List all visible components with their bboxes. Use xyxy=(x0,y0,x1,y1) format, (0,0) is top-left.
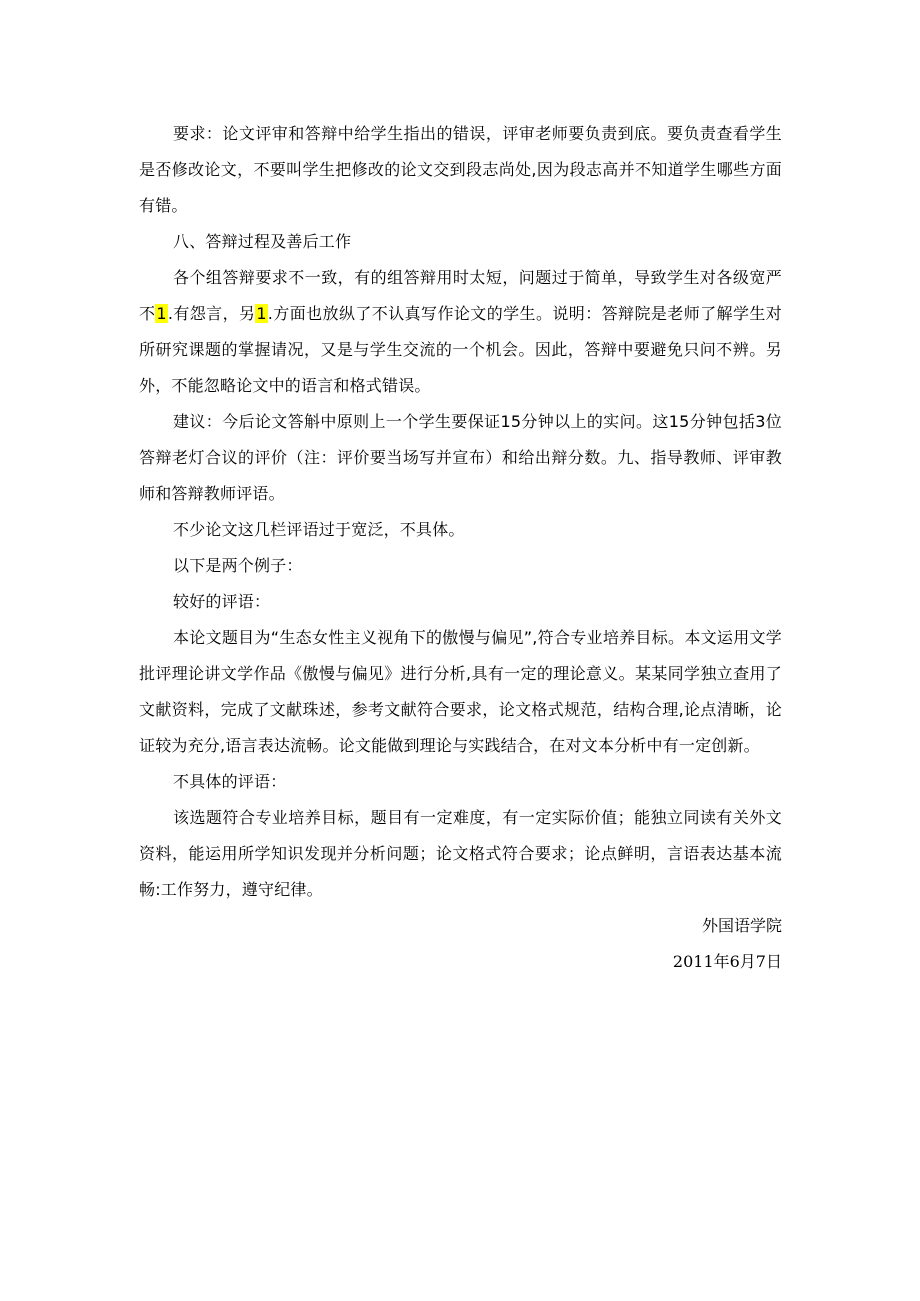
paragraph-defense-issues-part3: .方面也放纵了不认真写作论文的学生。说明：答辩院是老师了解学生对所研究课题的掌握请况，又是与学生交流的一个机会。因此，答辩中要避免只问不辨。另外，不能忽略论文中的语言和格式错误。 xyxy=(139,304,782,395)
signature-school: 外国语学院 xyxy=(701,916,782,935)
highlighted-number-1: 1 xyxy=(156,304,167,323)
label-good-comment: 较好的评语： xyxy=(173,592,271,611)
section-heading-defense-process: 八、答辩过程及善后工作 xyxy=(173,232,352,251)
paragraph-vague-comment: 该选题符合专业培养目标，题目有一定难度，有一定实际价值；能独立同读有关外文资料，能运用所学知识发现并分析问题；论文格式符合要求；论点鲜明，言语表达基本流畅:工作努力，遵守纪律。 xyxy=(139,808,782,899)
signature-date: 2011年6月7日 xyxy=(672,952,782,971)
document-body xyxy=(139,116,782,980)
label-vague-comment: 不具体的评语： xyxy=(173,772,287,791)
paragraph-defense-issues-part1: 各个组答辩要求不一致，有的组答辩用时太短，问题过于简单，导致学生对各级宽严不 xyxy=(139,268,782,323)
highlighted-number-2: 1 xyxy=(256,304,267,323)
paragraph-examples-intro: 以下是两个例子： xyxy=(173,556,303,575)
paragraph-suggestion: 建议：今后论文答斛中原则上一个学生要保证15分钟以上的实问。这15分钟包括3位答辩老灯合议的评价（注：评价要当场写并宣布）和给出辩分数。九、指导教师、评审教师和答辩教师评语。 xyxy=(139,412,782,503)
paragraph-requirement: 要求：论文评审和答辩中给学生指出的错误，评审老师要负责到底。要负责查看学生是否修改论文，不要叫学生把修改的论文交到段志尚处,因为段志高并不知道学生哪些方面有错。 xyxy=(139,124,782,215)
paragraph-good-comment: 本论文题目为“生态女性主义视角下的傲慢与偏见”,符合专业培养目标。本文运用文学批评理论讲文学作品《傲慢与偏见》进行分析,具有一定的理论意义。某某同学独立查用了文献资料，完成了文献珠述，参考文献符合要求，论文格式规范，结构合理,论点清晰，论证较为充分,语言表达流畅。论文能做到理论与实践结合，在对文本分析中有一定创新。 xyxy=(139,628,782,755)
paragraph-comments-too-broad: 不少论文这几栏评语过于宽泛，不具体。 xyxy=(173,520,465,539)
paragraph-defense-issues-part2: .有怨言，另 xyxy=(167,304,256,323)
paragraph-defense-issues xyxy=(139,260,782,404)
